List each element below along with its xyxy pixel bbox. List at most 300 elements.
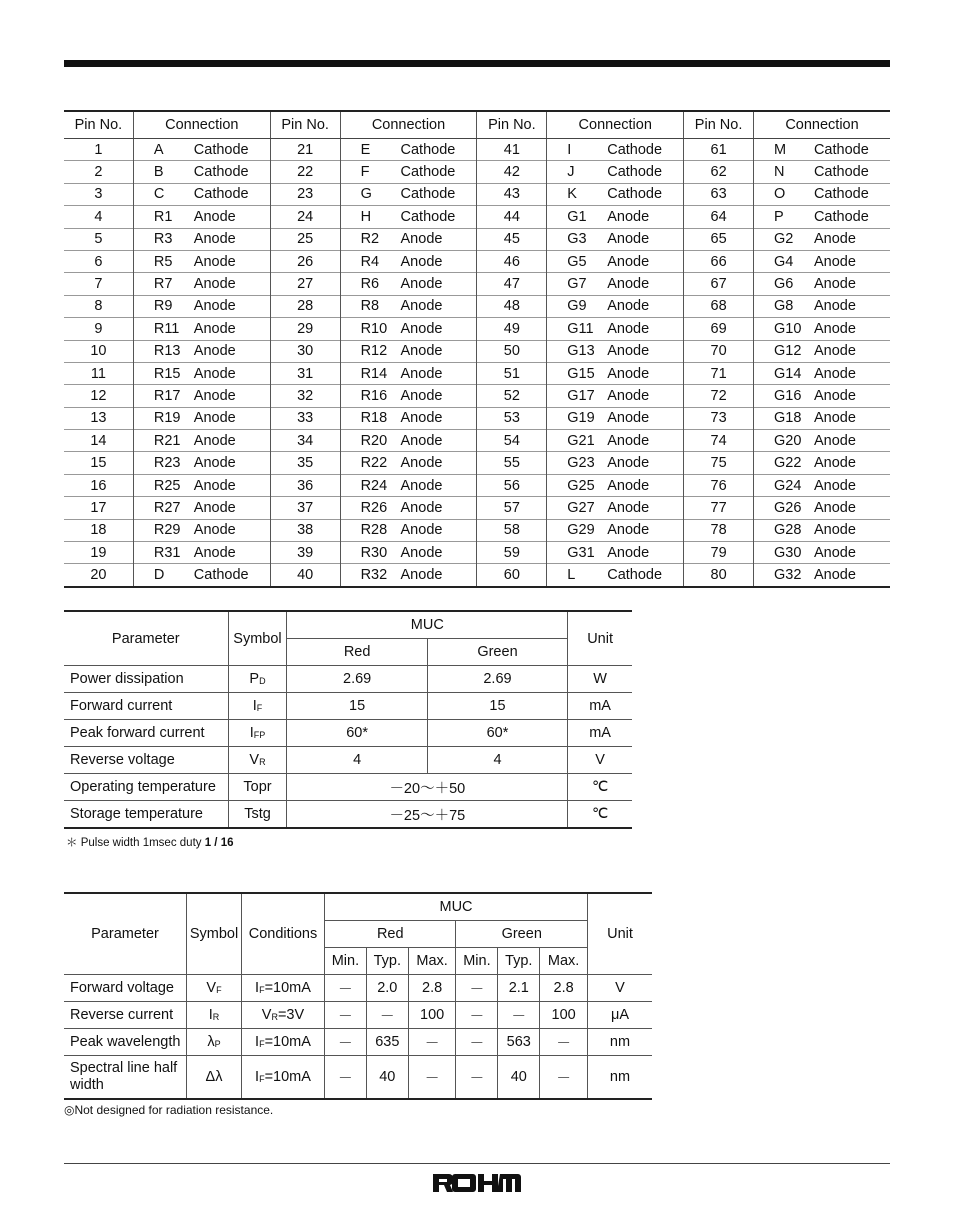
elec-value: － xyxy=(408,1029,456,1056)
elec-condition-rest: =3V xyxy=(277,1007,305,1023)
pin-type: Anode xyxy=(814,430,890,452)
abs-row xyxy=(64,666,632,693)
pin-type: Anode xyxy=(607,452,683,474)
pin-signal: N xyxy=(754,161,814,183)
elec-symbol-main: V xyxy=(206,980,217,996)
pin-signal: G3 xyxy=(547,228,607,250)
elec-header-green: Green xyxy=(456,921,588,948)
pin-type: Anode xyxy=(194,273,270,295)
abs-unit: W xyxy=(568,666,632,693)
pin-type: Anode xyxy=(194,452,270,474)
pin-type: Anode xyxy=(194,250,270,272)
pin-signal: G32 xyxy=(754,564,814,587)
elec-row xyxy=(64,1056,652,1100)
abs-parameter: Reverse voltage xyxy=(64,747,228,774)
pin-type: Anode xyxy=(194,206,270,228)
elec-symbol-main: I xyxy=(208,1007,213,1023)
elec-condition-main: I xyxy=(255,1034,260,1050)
elec-value: 100 xyxy=(540,1002,588,1029)
pin-signal: D xyxy=(133,564,193,587)
pin-type: Anode xyxy=(194,407,270,429)
pin-type: Anode xyxy=(401,407,477,429)
pin-type: Anode xyxy=(401,519,477,541)
rohm-logo xyxy=(433,1172,521,1194)
elec-header-typ: Typ. xyxy=(498,948,540,975)
elec-symbol-main: λ xyxy=(207,1034,215,1050)
abs-symbol-main: I xyxy=(249,725,254,741)
abs-symbol-subscript: FP xyxy=(253,730,266,740)
pin-type: Cathode xyxy=(607,139,683,161)
pin-number: 10 xyxy=(64,340,133,362)
pin-signal: G25 xyxy=(547,474,607,496)
pin-type: Anode xyxy=(814,407,890,429)
elec-value: － xyxy=(456,1056,498,1100)
pin-signal: R30 xyxy=(340,542,400,564)
elec-condition-main: I xyxy=(255,980,260,996)
pin-type: Anode xyxy=(194,519,270,541)
pin-signal: G5 xyxy=(547,250,607,272)
pin-row xyxy=(64,474,890,496)
abs-symbol-main: V xyxy=(249,752,260,768)
pin-number: 31 xyxy=(270,362,340,384)
pin-number: 30 xyxy=(270,340,340,362)
pin-type: Anode xyxy=(401,430,477,452)
pin-number: 64 xyxy=(684,206,754,228)
pin-row xyxy=(64,452,890,474)
pin-signal: G4 xyxy=(754,250,814,272)
pin-signal: R14 xyxy=(340,362,400,384)
electrical-characteristics-table xyxy=(64,892,652,1100)
pin-number: 51 xyxy=(477,362,547,384)
pin-number: 46 xyxy=(477,250,547,272)
pin-signal: R22 xyxy=(340,452,400,474)
pin-number: 49 xyxy=(477,318,547,340)
pin-row xyxy=(64,228,890,250)
pin-signal: R26 xyxy=(340,497,400,519)
pin-type: Anode xyxy=(814,295,890,317)
pin-row xyxy=(64,542,890,564)
pin-number: 35 xyxy=(270,452,340,474)
pin-signal: G16 xyxy=(754,385,814,407)
pin-signal: G22 xyxy=(754,452,814,474)
top-rule xyxy=(64,60,890,67)
pin-signal: G13 xyxy=(547,340,607,362)
abs-symbol-subscript: R xyxy=(259,757,266,767)
elec-value: 40 xyxy=(366,1056,408,1100)
abs-header-unit: Unit xyxy=(568,611,632,666)
pin-row xyxy=(64,497,890,519)
pin-number: 71 xyxy=(684,362,754,384)
abs-symbol xyxy=(228,666,287,693)
elec-unit: μA xyxy=(588,1002,653,1029)
pin-type: Anode xyxy=(194,542,270,564)
pin-signal: L xyxy=(547,564,607,587)
elec-header-symbol: Symbol xyxy=(187,893,242,975)
pin-type: Cathode xyxy=(401,161,477,183)
pin-type: Anode xyxy=(194,295,270,317)
abs-symbol xyxy=(228,720,287,747)
abs-symbol-main: Tstg xyxy=(244,806,271,822)
elec-symbol xyxy=(187,1029,242,1056)
abs-green-value: 2.69 xyxy=(427,666,567,693)
pin-number: 74 xyxy=(684,430,754,452)
pin-row xyxy=(64,430,890,452)
pin-number: 25 xyxy=(270,228,340,250)
elec-value: 635 xyxy=(366,1029,408,1056)
pin-row xyxy=(64,385,890,407)
pin-number: 6 xyxy=(64,250,133,272)
pin-number: 33 xyxy=(270,407,340,429)
pin-type: Cathode xyxy=(194,564,270,587)
elec-value: － xyxy=(540,1029,588,1056)
elec-condition-subscript: F xyxy=(259,1074,265,1084)
pin-type: Anode xyxy=(814,564,890,587)
pin-type: Anode xyxy=(814,340,890,362)
abs-symbol-subscript: F xyxy=(256,703,263,713)
pin-number: 8 xyxy=(64,295,133,317)
pin-type: Anode xyxy=(607,318,683,340)
abs-unit: V xyxy=(568,747,632,774)
elec-header-group: MUC xyxy=(325,893,588,921)
pin-signal: G20 xyxy=(754,430,814,452)
elec-value: － xyxy=(325,975,367,1002)
pin-row xyxy=(64,139,890,161)
abs-symbol-main: P xyxy=(249,671,260,687)
pin-signal: R6 xyxy=(340,273,400,295)
abs-parameter: Storage temperature xyxy=(64,801,228,829)
pin-signal: R19 xyxy=(133,407,193,429)
pin-signal: R27 xyxy=(133,497,193,519)
abs-parameter: Forward current xyxy=(64,693,228,720)
elec-header-max: Max. xyxy=(540,948,588,975)
pin-number: 59 xyxy=(477,542,547,564)
pin-row xyxy=(64,407,890,429)
pin-number: 17 xyxy=(64,497,133,519)
pin-number: 23 xyxy=(270,183,340,205)
pin-type: Anode xyxy=(401,564,477,587)
pin-signal: G21 xyxy=(547,430,607,452)
pin-type: Cathode xyxy=(607,161,683,183)
pin-type: Anode xyxy=(607,228,683,250)
pin-type: Anode xyxy=(814,385,890,407)
elec-parameter: Reverse current xyxy=(64,1002,187,1029)
elec-header-red: Red xyxy=(325,921,456,948)
pin-number: 39 xyxy=(270,542,340,564)
pin-type: Anode xyxy=(814,318,890,340)
pin-signal: G14 xyxy=(754,362,814,384)
note-star: ＊ xyxy=(66,837,78,849)
pin-number: 16 xyxy=(64,474,133,496)
elec-symbol xyxy=(187,1056,242,1100)
abs-unit: ℃ xyxy=(568,774,632,801)
pin-signal: J xyxy=(547,161,607,183)
elec-value: － xyxy=(325,1029,367,1056)
pin-number: 29 xyxy=(270,318,340,340)
pin-number: 63 xyxy=(684,183,754,205)
pin-signal: R17 xyxy=(133,385,193,407)
elec-header-max: Max. xyxy=(408,948,456,975)
pin-signal: R15 xyxy=(133,362,193,384)
elec-header-conditions: Conditions xyxy=(242,893,325,975)
pin-type: Anode xyxy=(401,318,477,340)
pin-type: Anode xyxy=(401,452,477,474)
pin-signal: R21 xyxy=(133,430,193,452)
pin-signal: R9 xyxy=(133,295,193,317)
pin-signal: R5 xyxy=(133,250,193,272)
pin-row xyxy=(64,318,890,340)
pin-type: Anode xyxy=(814,497,890,519)
pin-number: 73 xyxy=(684,407,754,429)
pin-type: Anode xyxy=(401,474,477,496)
pin-signal: R10 xyxy=(340,318,400,340)
elec-header-unit: Unit xyxy=(588,893,653,975)
elec-header-min: Min. xyxy=(456,948,498,975)
elec-row xyxy=(64,975,652,1002)
pin-signal: R31 xyxy=(133,542,193,564)
pin-number: 56 xyxy=(477,474,547,496)
pin-row xyxy=(64,250,890,272)
pin-number: 37 xyxy=(270,497,340,519)
pin-type: Anode xyxy=(194,430,270,452)
elec-condition-rest: =10mA xyxy=(264,1034,311,1050)
pin-signal: M xyxy=(754,139,814,161)
elec-header-typ: Typ. xyxy=(366,948,408,975)
elec-unit: nm xyxy=(588,1056,653,1100)
header-pin-no: Pin No. xyxy=(64,111,133,139)
header-pin-no: Pin No. xyxy=(477,111,547,139)
pin-signal: R3 xyxy=(133,228,193,250)
pin-type: Anode xyxy=(607,542,683,564)
pin-row xyxy=(64,564,890,587)
pin-signal: G10 xyxy=(754,318,814,340)
pin-type: Cathode xyxy=(194,139,270,161)
pin-type: Anode xyxy=(607,206,683,228)
elec-value: 563 xyxy=(498,1029,540,1056)
elec-row xyxy=(64,1029,652,1056)
pin-number: 5 xyxy=(64,228,133,250)
pin-signal: R12 xyxy=(340,340,400,362)
pin-type: Anode xyxy=(607,497,683,519)
abs-header-parameter: Parameter xyxy=(64,611,228,666)
elec-value: － xyxy=(325,1002,367,1029)
pin-signal: G27 xyxy=(547,497,607,519)
elec-symbol xyxy=(187,975,242,1002)
pin-type: Cathode xyxy=(607,183,683,205)
pin-signal: E xyxy=(340,139,400,161)
abs-header-symbol: Symbol xyxy=(228,611,287,666)
pin-signal: R8 xyxy=(340,295,400,317)
pin-number: 76 xyxy=(684,474,754,496)
pin-signal: R28 xyxy=(340,519,400,541)
abs-range-value: －25～＋75 xyxy=(287,801,568,829)
pin-row xyxy=(64,519,890,541)
elec-symbol-main: Δλ xyxy=(205,1069,223,1085)
pin-signal: G11 xyxy=(547,318,607,340)
pin-connection-table xyxy=(64,110,890,588)
pin-number: 55 xyxy=(477,452,547,474)
pin-type: Anode xyxy=(607,519,683,541)
elec-condition-subscript: F xyxy=(259,1039,265,1049)
pin-number: 40 xyxy=(270,564,340,587)
elec-symbol-subscript: F xyxy=(216,985,222,995)
pin-type: Anode xyxy=(607,295,683,317)
pin-type: Anode xyxy=(814,250,890,272)
pin-type: Anode xyxy=(401,542,477,564)
bottom-rule xyxy=(64,1163,890,1164)
pin-number: 50 xyxy=(477,340,547,362)
abs-row xyxy=(64,747,632,774)
pin-row xyxy=(64,273,890,295)
elec-condition xyxy=(242,1002,325,1029)
pin-signal: F xyxy=(340,161,400,183)
pin-signal: O xyxy=(754,183,814,205)
elec-value: 2.1 xyxy=(498,975,540,1002)
radiation-note: ◎Not designed for radiation resistance. xyxy=(64,1103,274,1117)
pin-number: 32 xyxy=(270,385,340,407)
elec-condition-rest: =10mA xyxy=(264,1069,311,1085)
abs-row xyxy=(64,801,632,829)
elec-condition-main: V xyxy=(261,1007,272,1023)
pin-number: 72 xyxy=(684,385,754,407)
pin-signal: G26 xyxy=(754,497,814,519)
pin-type: Anode xyxy=(814,542,890,564)
elec-value: － xyxy=(498,1002,540,1029)
pin-signal: R4 xyxy=(340,250,400,272)
elec-value: － xyxy=(325,1056,367,1100)
elec-value: － xyxy=(456,1029,498,1056)
abs-header-row xyxy=(64,611,632,639)
elec-value: 40 xyxy=(498,1056,540,1100)
elec-parameter: Spectral line half width xyxy=(64,1056,187,1100)
abs-symbol xyxy=(228,801,287,829)
pin-signal: G12 xyxy=(754,340,814,362)
pin-type: Cathode xyxy=(194,183,270,205)
pin-type: Anode xyxy=(814,228,890,250)
elec-condition-rest: =10mA xyxy=(264,980,311,996)
pin-number: 44 xyxy=(477,206,547,228)
pin-number: 54 xyxy=(477,430,547,452)
header-connection: Connection xyxy=(133,111,270,139)
pin-type: Anode xyxy=(401,362,477,384)
pin-signal: R20 xyxy=(340,430,400,452)
pin-number: 9 xyxy=(64,318,133,340)
pin-number: 34 xyxy=(270,430,340,452)
pin-type: Anode xyxy=(194,228,270,250)
note-text: Pulse width 1msec duty xyxy=(80,837,202,849)
elec-condition-subscript: R xyxy=(271,1012,278,1022)
pin-signal: C xyxy=(133,183,193,205)
pin-signal: R2 xyxy=(340,228,400,250)
pin-number: 58 xyxy=(477,519,547,541)
pin-signal: G31 xyxy=(547,542,607,564)
pin-type: Anode xyxy=(814,273,890,295)
elec-value: － xyxy=(540,1056,588,1100)
pin-number: 45 xyxy=(477,228,547,250)
elec-value: － xyxy=(456,975,498,1002)
note-duty: 1 / 16 xyxy=(204,837,234,849)
pin-number: 22 xyxy=(270,161,340,183)
pin-row xyxy=(64,362,890,384)
pin-number: 18 xyxy=(64,519,133,541)
pin-type: Anode xyxy=(194,474,270,496)
header-pin-no: Pin No. xyxy=(270,111,340,139)
pin-type: Anode xyxy=(194,318,270,340)
elec-value: 2.0 xyxy=(366,975,408,1002)
pin-type: Anode xyxy=(194,362,270,384)
elec-condition xyxy=(242,1029,325,1056)
pin-signal: G23 xyxy=(547,452,607,474)
abs-green-value: 60* xyxy=(427,720,567,747)
pin-type: Anode xyxy=(401,228,477,250)
pulse-note xyxy=(66,834,234,850)
pin-type: Anode xyxy=(401,250,477,272)
pin-number: 53 xyxy=(477,407,547,429)
elec-value: 2.8 xyxy=(540,975,588,1002)
pin-row xyxy=(64,340,890,362)
pin-number: 80 xyxy=(684,564,754,587)
elec-condition xyxy=(242,975,325,1002)
pin-type: Anode xyxy=(401,273,477,295)
elec-condition xyxy=(242,1056,325,1100)
pin-type: Anode xyxy=(401,497,477,519)
pin-signal: G6 xyxy=(754,273,814,295)
pin-number: 68 xyxy=(684,295,754,317)
pin-type: Anode xyxy=(814,519,890,541)
pin-number: 12 xyxy=(64,385,133,407)
pin-number: 38 xyxy=(270,519,340,541)
pin-number: 21 xyxy=(270,139,340,161)
pin-number: 47 xyxy=(477,273,547,295)
abs-row xyxy=(64,693,632,720)
pin-number: 60 xyxy=(477,564,547,587)
pin-type: Anode xyxy=(401,385,477,407)
elec-parameter: Forward voltage xyxy=(64,975,187,1002)
pin-type: Anode xyxy=(814,452,890,474)
pin-number: 42 xyxy=(477,161,547,183)
abs-unit: mA xyxy=(568,693,632,720)
elec-symbol xyxy=(187,1002,242,1029)
pin-signal: I xyxy=(547,139,607,161)
elec-value: － xyxy=(408,1056,456,1100)
pin-type: Anode xyxy=(814,474,890,496)
pin-type: Anode xyxy=(401,295,477,317)
pin-type: Anode xyxy=(607,385,683,407)
pin-type: Anode xyxy=(194,497,270,519)
pin-type: Anode xyxy=(814,362,890,384)
abs-red-value: 2.69 xyxy=(287,666,427,693)
pin-signal: R24 xyxy=(340,474,400,496)
elec-header-min: Min. xyxy=(325,948,367,975)
pin-number: 15 xyxy=(64,452,133,474)
pin-number: 77 xyxy=(684,497,754,519)
pin-signal: R7 xyxy=(133,273,193,295)
pin-signal: B xyxy=(133,161,193,183)
pin-number: 48 xyxy=(477,295,547,317)
abs-header-green: Green xyxy=(427,639,567,666)
pin-row xyxy=(64,295,890,317)
pin-type: Anode xyxy=(401,340,477,362)
pin-type: Cathode xyxy=(814,161,890,183)
abs-symbol-main: Topr xyxy=(243,779,272,795)
pin-number: 11 xyxy=(64,362,133,384)
pin-type: Cathode xyxy=(607,564,683,587)
pin-type: Cathode xyxy=(401,183,477,205)
elec-header-row xyxy=(64,893,652,921)
pin-signal: G7 xyxy=(547,273,607,295)
elec-row xyxy=(64,1002,652,1029)
abs-symbol xyxy=(228,774,287,801)
elec-symbol-subscript: R xyxy=(212,1012,220,1022)
